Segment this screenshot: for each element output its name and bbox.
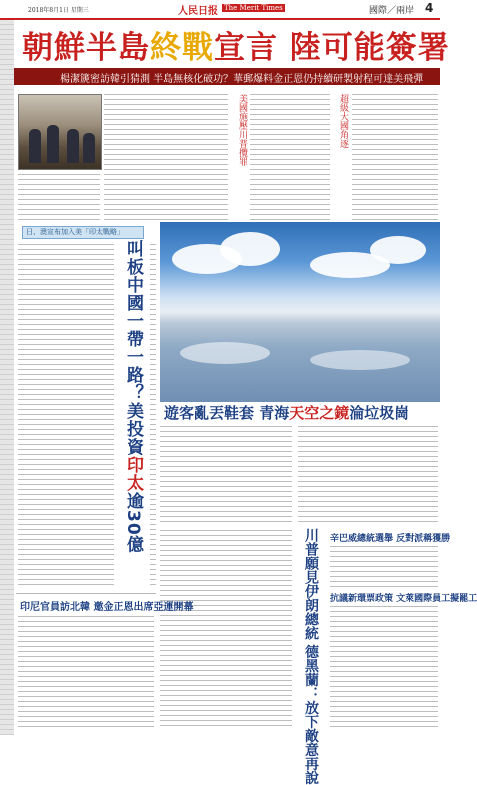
article-text-block: [160, 424, 292, 524]
article-text-block: [150, 242, 156, 588]
sub-headline: 楊潔篪密訪韓引猜測 半島無核化破功？華郵爆料金正恩仍持續研製射程可達美飛彈: [60, 74, 424, 85]
divider: [16, 593, 156, 594]
story-headline-brunei: 抗議新環票政策 文萊國際員工擬罷工: [330, 594, 477, 604]
article-text-block: [18, 614, 154, 728]
newspaper-logo: 人民日报: [178, 6, 218, 17]
article-text-block: [330, 604, 438, 728]
article-text-block: [250, 92, 330, 220]
section-name: 國際／兩岸: [369, 6, 415, 16]
article-text-block: [160, 528, 292, 728]
article-text-block: [104, 92, 228, 220]
story-headline-indonesia: 印尼官員訪北韓 邀金正恩出席亞運開幕: [20, 602, 194, 613]
story-headline-iran: 川普願見伊朗總統 德黑蘭：放下敵意再說: [303, 528, 319, 785]
meeting-photo: [18, 94, 102, 170]
article-text-block: [330, 544, 438, 588]
main-headline: 朝鮮半島終戰宣言 陸可能簽署: [22, 30, 450, 66]
article-text-block: [18, 172, 100, 220]
article-text-block: [352, 92, 438, 220]
issue-date: 2018年8月1日 星期三: [28, 7, 89, 14]
newspaper-logo-sub: The Merit Times: [224, 4, 283, 12]
side-headline-1: 美國施壓川普攬罪: [237, 94, 247, 166]
story-headline-zimbabwe: 辛巴威總統選舉 反對派稱獲勝: [330, 534, 451, 544]
story-caption: 日、澳宣布加入美「印太戰略」: [26, 228, 124, 236]
left-margin-strip: [0, 20, 14, 735]
story-headline-qinghai: 遊客亂丟鞋套 青海天空之鏡淪垃圾崗: [164, 404, 410, 422]
page-header: [0, 0, 440, 20]
page-number: 4: [425, 1, 434, 15]
side-headline-2: 超級大國角逐: [338, 94, 348, 148]
article-text-block: [298, 424, 438, 524]
sky-mirror-photo: [160, 222, 440, 402]
story-headline-investment: 叫板中國一帶一路？美投資印太逾30億: [123, 240, 143, 554]
article-text-block: [18, 242, 114, 588]
